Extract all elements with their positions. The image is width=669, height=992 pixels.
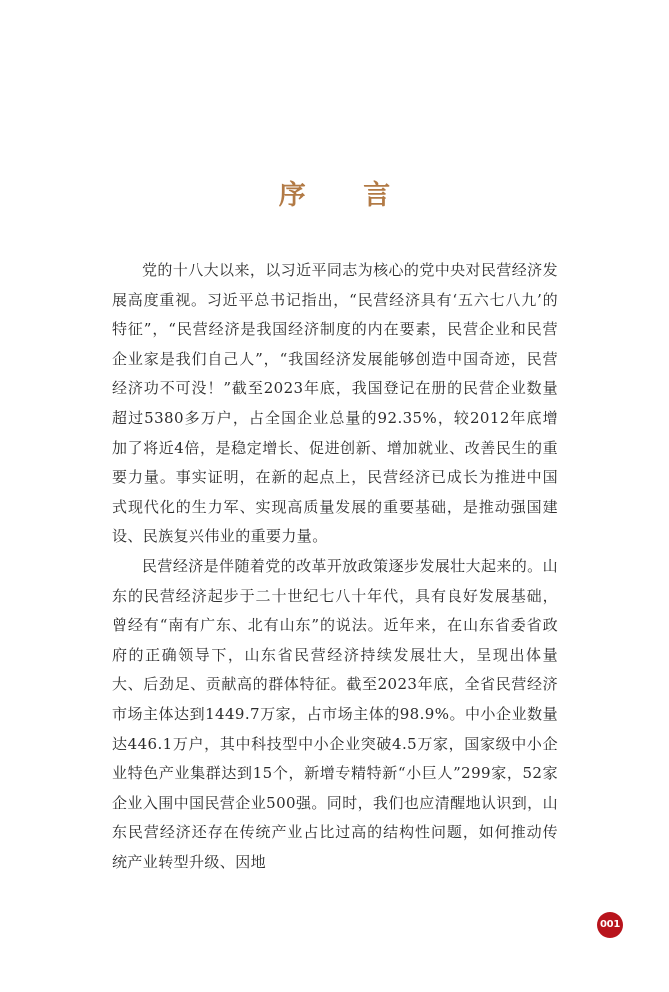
body-text bbox=[112, 256, 558, 877]
paragraph-2: 民营经济是伴随着党的改革开放政策逐步发展壮大起来的。山东的民营经济起步于二十世纪七八十年代，具有良好发展基础，曾经有“南有广东、北有山东”的说法。近年来，在山东省委省政府的正确领导下，山东省民营经济持续发展壮大，呈现出体量大、后劲足、贡献高的群体特征。截至2023年底，全省民营经济市场主体达到1449.7万家，占市场主体的98.9%。中小企业数量达446.1万户，其中科技型中小企业突破4.5万家，国家级中小企业特色产业集群达到15个，新增专精特新“小巨人”299家，52家企业入围中国民营企业500强。同时，我们也应清醒地认识到，山东民营经济还存在传统产业占比过高的结构性问题，如何推动传统产业转型升级、因地 bbox=[112, 556, 558, 871]
page-title: 序 言 bbox=[278, 180, 415, 211]
paragraph-1: 党的十八大以来，以习近平同志为核心的党中央对民营经济发展高度重视。习近平总书记指出，“民营经济具有‘五六七八九’的特征”，“民营经济是我国经济制度的内在要素，民营企业和民营企业家是我们自己人”，“我国经济发展能够创造中国奇迹，民营经济功不可没！”截至2023年底，我国登记在册的民营企业数量超过5380多万户，占全国企业总量的92.35%，较2012年底增加了将近4倍，是稳定增长、促进创新、增加就业、改善民生的重要力量。事实证明，在新的起点上，民营经济已成长为推进中国式现代化的生力军、实现高质量发展的重要基础，是推动强国建设、民族复兴伟业的重要力量。 bbox=[112, 261, 558, 546]
page-number-badge: 001 bbox=[597, 912, 623, 938]
